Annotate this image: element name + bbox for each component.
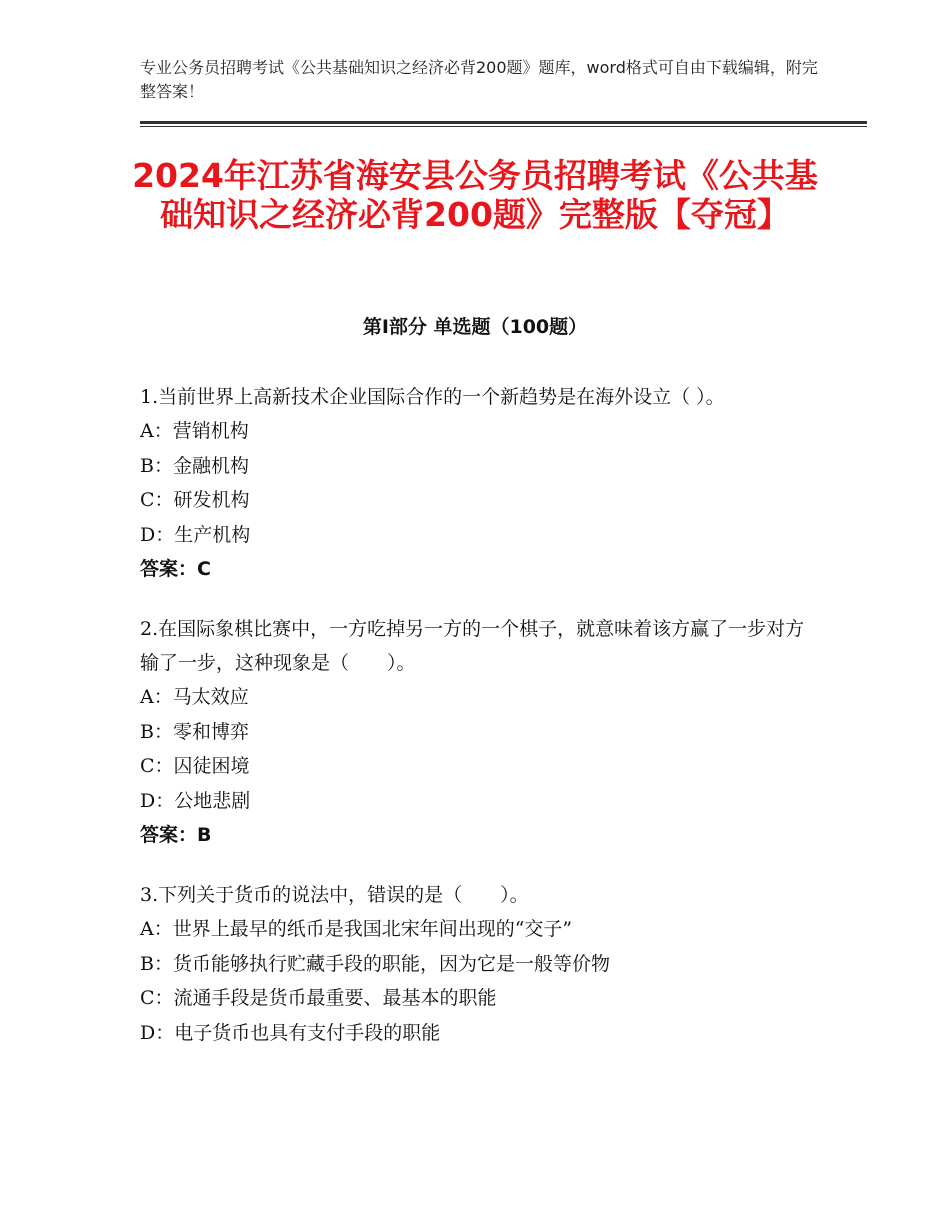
option-b: B：货币能够执行贮藏手段的职能，因为它是一般等价物 [140, 952, 610, 975]
question-1 [140, 380, 810, 586]
option-a: A：营销机构 [140, 420, 249, 442]
option-b: B：零和博弈 [140, 720, 249, 743]
option-d: D：公地悲剧 [140, 789, 251, 812]
option-c: C：研发机构 [140, 489, 250, 511]
question-stem: 3.下列关于货币的说法中，错误的是（ ）。 [140, 884, 529, 906]
option-a: A：世界上最早的纸币是我国北宋年间出现的“交子” [140, 918, 573, 940]
answer-line: 答案：C [140, 558, 211, 580]
option-d: D：电子货币也具有支付手段的职能 [140, 1021, 441, 1044]
question-3 [140, 878, 810, 1050]
option-d: D：生产机构 [140, 523, 251, 546]
option-c: C：流通手段是货币最重要、最基本的职能 [140, 987, 497, 1009]
option-a: A：马太效应 [140, 686, 249, 708]
question-stem: 1.当前世界上高新技术企业国际合作的一个新趋势是在海外设立（ ）。 [140, 386, 725, 408]
question-stem: 2.在国际象棋比赛中，一方吃掉另一方的一个棋子，就意味着该方赢了一步对方输了一步，这种现象是（ ）。 [140, 618, 805, 674]
document-title: 2024年江苏省海安县公务员招聘考试《公共基础知识之经济必背200题》完整版【夺冠】 [132, 156, 818, 234]
answer-line: 答案：B [140, 824, 212, 846]
header-rule-thick [140, 121, 867, 124]
option-b: B：金融机构 [140, 454, 249, 477]
question-2 [140, 612, 810, 852]
header-rule-thin [140, 126, 867, 127]
header-note: 专业公务员招聘考试《公共基础知识之经济必背200题》题库，word格式可自由下载编辑，附完整答案！ [140, 58, 818, 101]
question-list [140, 380, 810, 1076]
section-title: 第Ⅰ部分 单选题（100题） [362, 316, 588, 338]
option-c: C：囚徒困境 [140, 755, 250, 777]
